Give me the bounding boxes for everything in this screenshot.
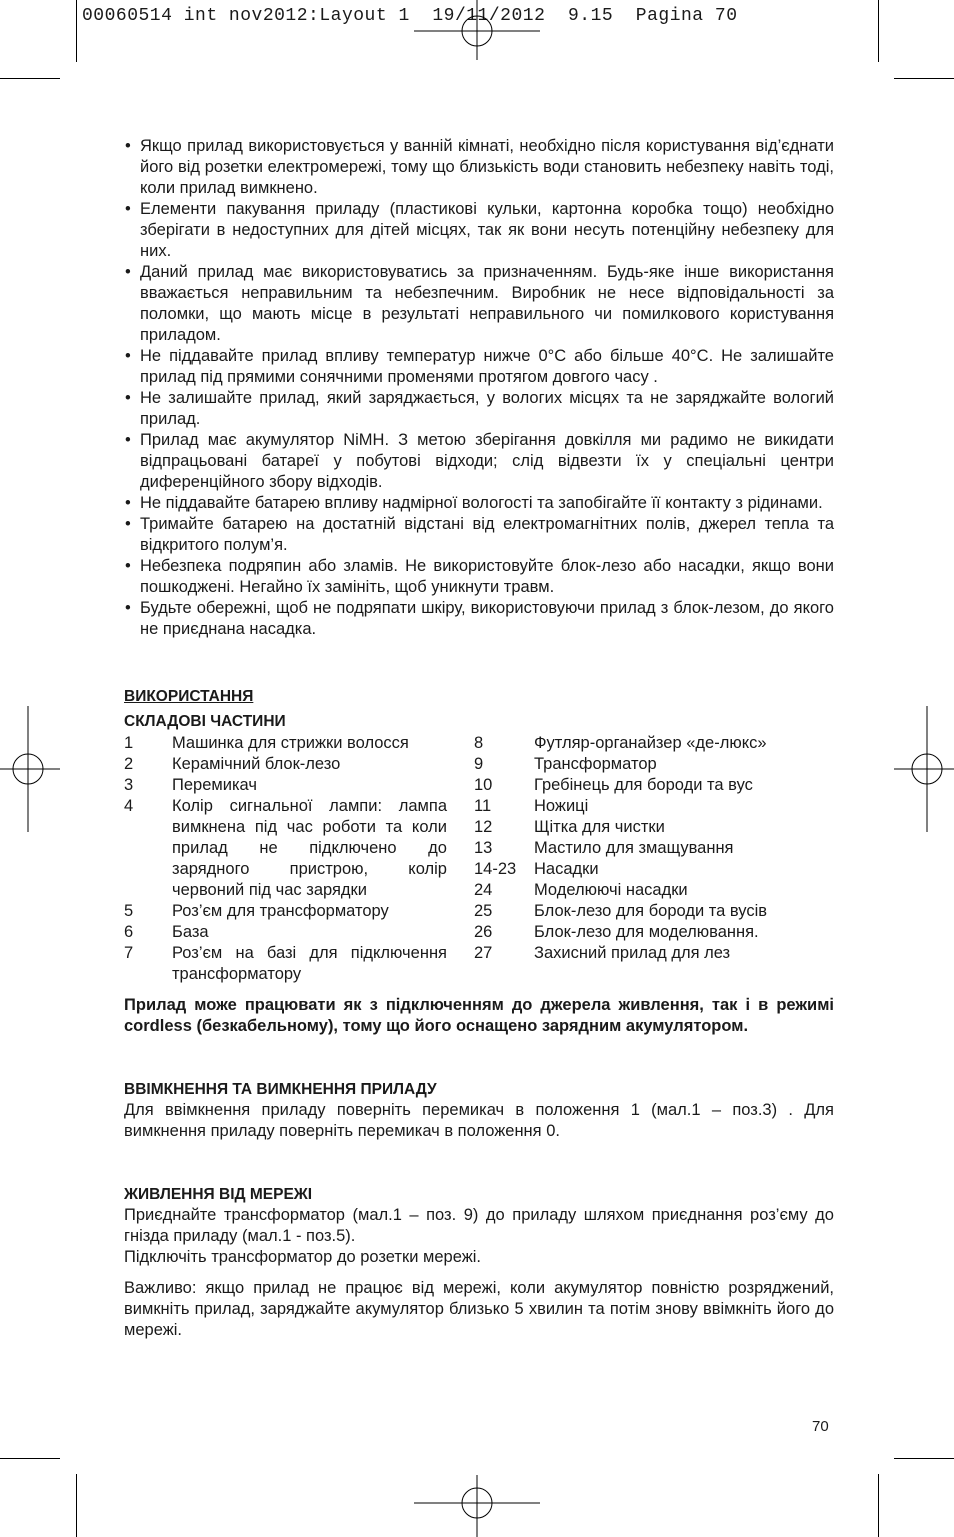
crop-mark [76,0,77,62]
cordless-note: Прилад може працювати як з підключенням до джерела живлення, так і в режимі cordless (безкабельному), тому що його оснащено зарядним акумулятором. [124,996,834,1035]
list-item: • Не піддавайте батарею впливу надмірної вологості та запобігайте її контакту з рідинами. [124,493,834,514]
mains-paragraph-3: Важливо: якщо прилад не працює від мережі, коли акумулятор повністю розряджений, вимкніть прилад, заряджайте акумулятор близько 5 хвилин та потім знову ввімкніть його до мережі. [124,1279,834,1339]
list-item: 7 Роз’єм на базі для підключення трансформатору [124,944,447,983]
warnings-list [124,136,834,640]
list-item: • Не залишайте прилад, який заряджається, у вологих місцях та не заряджайте вологий прилад. [124,388,834,430]
list-item: • Якщо прилад використовується у ванній кімнаті, необхідно після користування від’єднати його від розетки електромережі, тому що близькість води становить небезпеку навіть тоді, коли прилад вимкнено. [124,136,834,199]
crop-mark [0,1458,60,1459]
list-item: • Не піддавайте прилад впливу температур нижче 0°C або більше 40°C. Не залишайте прилад під прямими сонячними променями протягом довгого часу . [124,346,834,388]
crop-mark [878,1474,879,1537]
page-number: 70 [812,1418,829,1435]
list-item: 25 Блок-лезо для бороди та вусів [474,902,768,920]
list-item: 24 Моделюючі насадки [474,881,688,899]
mains-heading: ЖИВЛЕННЯ ВІД МЕРЕЖІ [124,1186,313,1203]
slug-line: 00060514 int nov2012:Layout 1 19/11/2012 9.15 Pagina 70 [82,6,738,26]
registration-mark-icon [0,706,60,832]
parts-heading: СКЛАДОВІ ЧАСТИНИ [124,713,286,730]
list-item: 1 Машинка для стрижки волосся [124,734,409,752]
list-item: 14-23 Насадки [474,860,599,878]
crop-mark [894,78,954,79]
list-item: • Небезпека подряпин або зламів. Не використовуйте блок-лезо або насадки, якщо вони пошкоджені. Негайно їх замініть, щоб уникнути травм. [124,556,834,598]
list-item: 6 База [124,923,209,941]
list-item: 27 Захисний прилад для лез [474,944,731,962]
registration-mark-icon [414,0,540,60]
list-item: 13 Мастило для змащування [474,839,734,857]
list-item: 2 Керамічний блок-лезо [124,755,341,773]
list-item: 26 Блок-лезо для моделювання. [474,923,759,941]
page-content [124,136,834,1341]
mains-paragraph-1: Приєднайте трансформатор (мал.1 – поз. 9) до приладу шляхом приєднання роз’єму до гнізда приладу (мал.1 - поз.5). [124,1206,834,1245]
list-item: 5 Роз’єм для трансформатору [124,902,389,920]
parts-column-right [474,733,834,985]
crop-mark [0,78,60,79]
usage-heading: ВИКОРИСТАННЯ [124,688,254,705]
list-item: 12 Щітка для чистки [474,818,665,836]
list-item: 9 Трансформатор [474,755,657,773]
parts-list [124,733,834,985]
onoff-heading: ВВІМКНЕННЯ ТА ВИМКНЕННЯ ПРИЛАДУ [124,1081,437,1098]
parts-column-left [124,733,474,985]
list-item: • Прилад має акумулятор NiMH. З метою зберігання довкілля ми радимо не викидати відпрацьовані батареї у побутові відходи; слід відвезти їх у спеціальні центри диференційного збору відходів. [124,430,834,493]
crop-mark [76,1474,77,1537]
list-item: 4 Колір сигнальної лампи: лампа вимкнена під час роботи та коли прилад не підключено до зарядного пристрою, колір червоний під час зарядки [124,797,447,899]
list-item: • Будьте обережні, щоб не подряпати шкіру, використовуючи прилад з блок-лезом, до якого не приєднана насадка. [124,598,834,640]
list-item: 3 Перемикач [124,776,257,794]
registration-mark-icon [414,1475,540,1537]
registration-mark-icon [894,706,954,832]
list-item: • Тримайте батарею на достатній відстані від електромагнітних полів, джерел тепла та відкритого полум’я. [124,514,834,556]
mains-paragraph-2: Підключіть трансформатор до розетки мережі. [124,1248,481,1266]
list-item: 11 Ножиці [474,797,589,815]
list-item: 10 Гребінець для бороди та вус [474,776,753,794]
crop-mark [878,0,879,62]
onoff-text: Для ввімкнення приладу поверніть перемикач в положення 1 (мал.1 – поз.3) . Для вимкнення приладу поверніть перемикач в положення 0. [124,1101,834,1140]
list-item: • Даний прилад має використовуватись за призначенням. Будь-яке інше використання вважається неправильним та небезпечним. Виробник не несе відповідальності за поломки, що мають місце в результаті неправильного чи помилкового користування приладом. [124,262,834,346]
list-item: 8 Футляр-органайзер «де-люкс» [474,734,767,752]
crop-mark [894,1458,954,1459]
list-item: • Елементи пакування приладу (пластикові кульки, картонна коробка тощо) необхідно зберігати в недоступних для дітей місцях, так як вони несуть потенційну небезпеку для них. [124,199,834,262]
